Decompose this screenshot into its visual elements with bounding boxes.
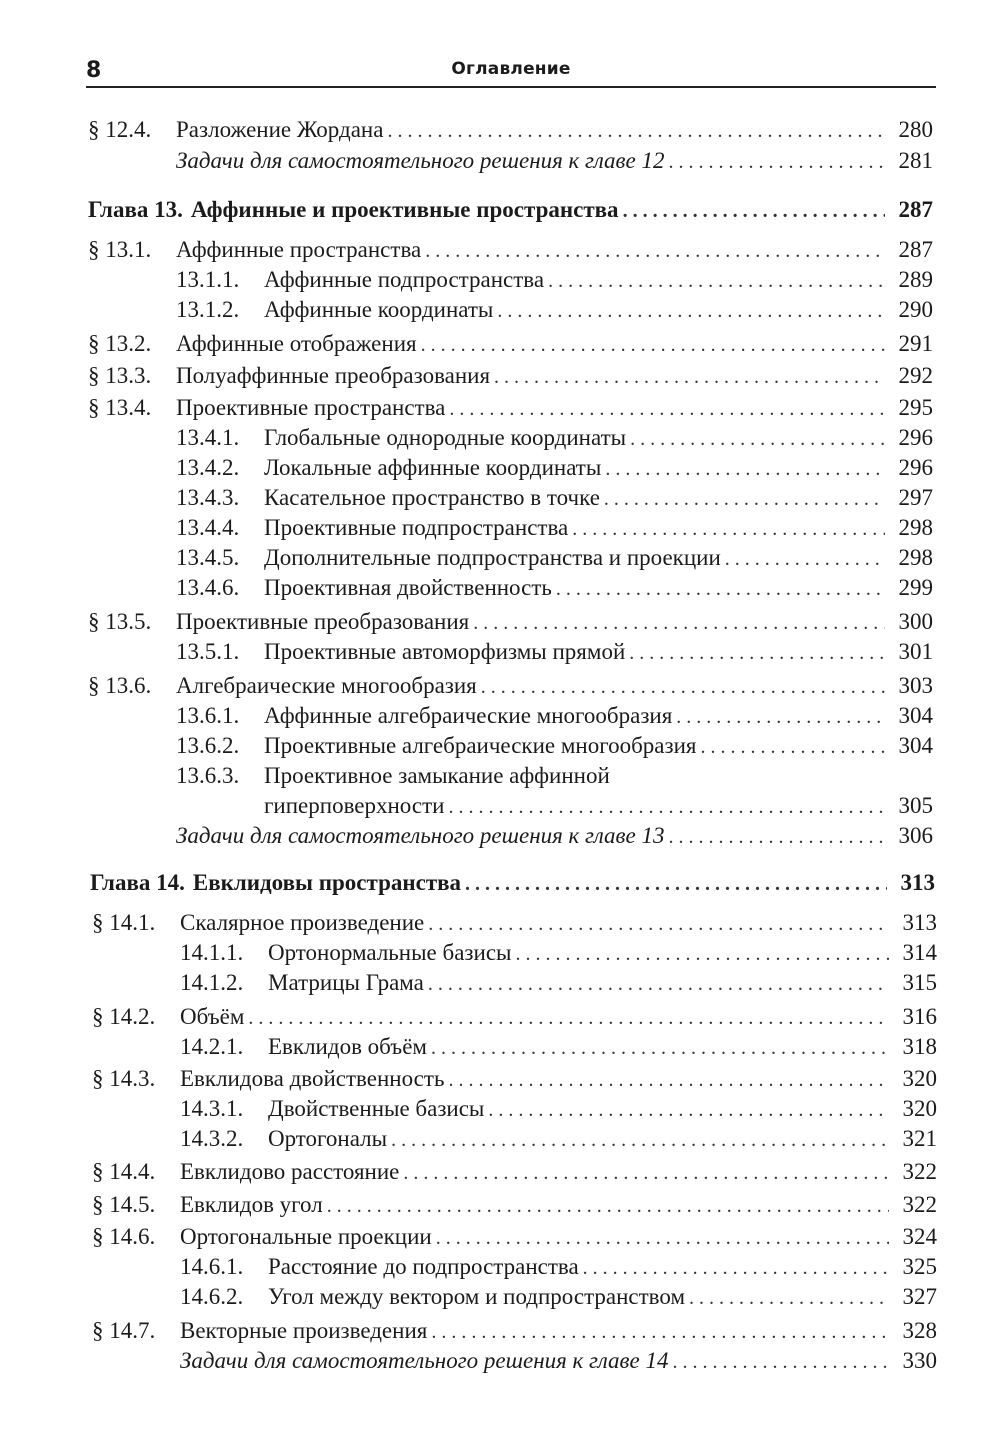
entry-title: Аффинные координаты (264, 297, 494, 322)
toc-entry-14-2[interactable] (92, 1002, 937, 1033)
leader-dots (629, 638, 885, 668)
entry-title: Проективные подпространства (264, 515, 569, 540)
entry-page: 304 (898, 733, 933, 758)
entry-title: Локальные аффинные координаты (264, 455, 602, 480)
entry-title: Матрицы Грама (268, 970, 424, 995)
running-head: Оглавление (451, 59, 571, 79)
entry-page: 328 (902, 1318, 937, 1343)
leader-dots (481, 672, 885, 702)
toc-entry-13-5[interactable] (88, 607, 933, 638)
entry-title: Проективная двойственность (264, 575, 552, 600)
toc-chapter-13[interactable] (88, 195, 933, 226)
entry-number: 13.4.2. (176, 455, 240, 480)
leader-dots (497, 296, 885, 326)
entry-title: Проективное замыкание аффинной (264, 763, 610, 788)
entry-title: Аффинные отображения (176, 331, 417, 356)
entry-page: 320 (902, 1066, 937, 1091)
entry-title: Объём (180, 1004, 245, 1029)
entry-number: 13.6.1. (176, 703, 240, 728)
leader-dots (436, 1223, 889, 1253)
toc-entry-13-4[interactable] (88, 393, 933, 424)
entry-title: Евклидов объём (268, 1034, 427, 1059)
toc-entry-14-2-1[interactable] (180, 1032, 937, 1063)
entry-page: 287 (898, 197, 933, 222)
entry-number: § 14.3. (92, 1066, 156, 1091)
leader-dots (428, 969, 889, 999)
entry-number: 13.6.2. (176, 733, 240, 758)
entry-page: 318 (902, 1034, 937, 1059)
toc-chapter-14[interactable] (90, 868, 935, 899)
toc-entry-13-1-1[interactable] (176, 265, 933, 296)
toc-entry-13-6-2[interactable] (176, 731, 933, 762)
entry-title: Проективные преобразования (176, 609, 470, 634)
toc-entry-13-4-4[interactable] (176, 513, 933, 544)
leader-dots (494, 362, 885, 392)
entry-page: 322 (902, 1159, 937, 1184)
entry-page: 322 (902, 1192, 937, 1217)
toc-entry-13-5-1[interactable] (176, 637, 933, 668)
leader-dots (428, 909, 889, 939)
page-number: 8 (86, 58, 102, 83)
leader-dots (725, 544, 885, 574)
entry-title: Двойственные базисы (268, 1096, 485, 1121)
entry-number: § 13.2. (88, 331, 152, 356)
entry-title: Алгебраические многообразия (176, 673, 477, 698)
entry-number: § 14.2. (92, 1004, 156, 1029)
toc-entry-14-3-1[interactable] (180, 1094, 937, 1125)
entry-page: 304 (898, 703, 933, 728)
entry-page: 295 (898, 395, 933, 420)
entry-page: 289 (898, 267, 933, 292)
leader-dots (473, 608, 885, 638)
toc-entry-14-7[interactable] (92, 1316, 937, 1347)
entry-number: § 13.5. (88, 609, 152, 634)
entry-number: § 14.5. (92, 1192, 156, 1217)
leader-dots (556, 574, 885, 604)
toc-entry-13-1-2[interactable] (176, 295, 933, 326)
leader-dots (488, 1095, 889, 1125)
entry-title: Скалярное произведение (180, 910, 425, 935)
entry-page: 299 (898, 575, 933, 600)
entry-number: § 13.6. (88, 673, 152, 698)
leader-dots (668, 822, 885, 852)
chapter-title: Евклидовы пространства (192, 870, 462, 895)
entry-number: 13.4.3. (176, 485, 240, 510)
entry-title: Задачи для самостоятельного решения к главе 12 (176, 148, 665, 173)
entry-page: 316 (902, 1004, 937, 1029)
entry-page: 325 (902, 1254, 937, 1279)
toc-entry-tasks-12[interactable] (176, 146, 933, 177)
leader-dots (668, 147, 885, 177)
entry-page: 296 (898, 455, 933, 480)
toc-entry-14-4[interactable] (92, 1157, 937, 1188)
toc-entry-tasks-13[interactable] (176, 821, 933, 852)
entry-number: 14.2.1. (180, 1034, 244, 1059)
entry-title: Евклидова двойственность (180, 1066, 445, 1091)
entry-page: 314 (902, 940, 937, 965)
entry-page: 330 (902, 1348, 937, 1373)
entry-page: 281 (898, 148, 933, 173)
leader-dots (248, 1003, 889, 1033)
entry-number: § 12.4. (88, 117, 152, 142)
toc-entry-13-3[interactable] (88, 361, 933, 392)
toc-entry-13-4-5[interactable] (176, 543, 933, 574)
toc-entry-13-4-6[interactable] (176, 573, 933, 604)
entry-page: 296 (898, 425, 933, 450)
entry-number: 14.1.2. (180, 970, 244, 995)
entry-title: Дополнительные подпространства и проекции (264, 545, 721, 570)
leader-dots (605, 454, 885, 484)
toc-entry-13-2[interactable] (88, 329, 933, 360)
entry-number: 13.4.6. (176, 575, 240, 600)
chapter-number: Глава 14. (90, 870, 185, 895)
entry-page: 297 (898, 485, 933, 510)
entry-number: 14.1.1. (180, 940, 244, 965)
chapter-number: Глава 13. (88, 197, 183, 222)
leader-dots (431, 1033, 889, 1063)
toc-entry-14-6-1[interactable] (180, 1252, 937, 1283)
toc-entry-tasks-14[interactable] (180, 1346, 937, 1377)
entry-number: 14.6.2. (180, 1284, 244, 1309)
entry-title: Задачи для самостоятельного решения к главе 13 (176, 823, 665, 848)
leader-dots (604, 484, 885, 514)
leader-dots (515, 939, 889, 969)
toc-entry-14-6[interactable] (92, 1222, 937, 1253)
toc-entry-14-3[interactable] (92, 1064, 937, 1095)
toc-entry-12-4[interactable] (88, 115, 933, 146)
entry-title: Проективные автоморфизмы прямой (264, 639, 626, 664)
toc-entry-14-5[interactable] (92, 1190, 937, 1221)
entry-page: 287 (898, 237, 933, 262)
entry-number: § 14.4. (92, 1159, 156, 1184)
entry-title: Расстояние до подпространства (268, 1254, 579, 1279)
toc-entry-13-4-3[interactable] (176, 483, 933, 514)
entry-number: 14.3.2. (180, 1126, 244, 1151)
entry-title: Глобальные однородные координаты (264, 425, 627, 450)
entry-page: 300 (898, 609, 933, 634)
entry-page: 303 (898, 673, 933, 698)
leader-dots (327, 1191, 889, 1221)
toc-entry-14-6-2[interactable] (180, 1282, 937, 1313)
leader-dots (421, 330, 885, 360)
entry-number: 14.3.1. (180, 1096, 244, 1121)
leader-dots (630, 424, 885, 454)
leader-dots (672, 1347, 889, 1377)
entry-page: 320 (902, 1096, 937, 1121)
leader-dots (676, 702, 885, 732)
entry-number: 13.4.4. (176, 515, 240, 540)
entry-page: 327 (902, 1284, 937, 1309)
entry-page: 298 (898, 545, 933, 570)
entry-title: Ортогональные проекции (180, 1224, 432, 1249)
leader-dots (548, 266, 885, 296)
entry-number: 14.6.1. (180, 1254, 244, 1279)
entry-title: Задачи для самостоятельного решения к главе 14 (180, 1348, 669, 1373)
leader-dots (431, 1317, 889, 1347)
leader-dots (449, 394, 885, 424)
entry-number: § 14.6. (92, 1224, 156, 1249)
toc-entry-13-6-1[interactable] (176, 701, 933, 732)
leader-dots (623, 196, 885, 226)
entry-number: 13.4.5. (176, 545, 240, 570)
entry-title-continued: гиперповерхности (264, 793, 445, 818)
entry-number: 13.1.1. (176, 267, 240, 292)
entry-page: 315 (902, 970, 937, 995)
entry-page: 321 (902, 1126, 937, 1151)
entry-title: Евклидово расстояние (180, 1159, 400, 1184)
entry-title: Ортонормальные базисы (268, 940, 512, 965)
entry-title: Касательное пространство в точке (264, 485, 600, 510)
entry-number: 13.1.2. (176, 297, 240, 322)
entry-title: Аффинные подпространства (264, 267, 545, 292)
entry-title: Ортогоналы (268, 1126, 388, 1151)
toc-entry-13-4-2[interactable] (176, 453, 933, 484)
entry-page: 301 (898, 639, 933, 664)
entry-number: § 14.1. (92, 910, 156, 935)
entry-page: 291 (898, 331, 933, 356)
leader-dots (700, 732, 885, 762)
leader-dots (387, 116, 885, 146)
entry-page: 280 (898, 117, 933, 142)
entry-title: Векторные произведения (180, 1318, 428, 1343)
entry-title: Проективные алгебраические многообразия (264, 733, 697, 758)
toc-entry-14-1-2[interactable] (180, 968, 937, 999)
entry-title: Полуаффинные преобразования (176, 363, 491, 388)
entry-title: Угол между вектором и подпространством (268, 1284, 685, 1309)
leader-dots (425, 236, 885, 266)
leader-dots (391, 1125, 889, 1155)
entry-number: 13.4.1. (176, 425, 240, 450)
toc-entry-14-1-1[interactable] (180, 938, 937, 969)
toc-entry-13-6[interactable] (88, 671, 933, 702)
entry-page: 306 (898, 823, 933, 848)
entry-title: Аффинные алгебраические многообразия (264, 703, 673, 728)
leader-dots (448, 792, 885, 822)
leader-dots (403, 1158, 889, 1188)
chapter-title: Аффинные и проективные пространства (190, 197, 619, 222)
toc-entry-14-3-2[interactable] (180, 1124, 937, 1155)
leader-dots (689, 1283, 889, 1313)
entry-page: 324 (902, 1224, 937, 1249)
leader-dots (448, 1065, 889, 1095)
entry-title: Евклидов угол (180, 1192, 323, 1217)
toc-entry-13-1[interactable] (88, 235, 933, 266)
entry-page: 290 (898, 297, 933, 322)
entry-title: Аффинные пространства (176, 237, 422, 262)
entry-number: § 14.7. (92, 1318, 156, 1343)
toc-entry-13-6-3-line1[interactable] (176, 761, 610, 791)
entry-title: Разложение Жордана (176, 117, 384, 142)
toc-entry-13-4-1[interactable] (176, 423, 933, 454)
entry-number: 13.5.1. (176, 639, 240, 664)
entry-title: Проективные пространства (176, 395, 446, 420)
entry-page: 313 (902, 910, 937, 935)
entry-number: § 13.3. (88, 363, 152, 388)
leader-dots (583, 1253, 889, 1283)
entry-number: 13.6.3. (176, 763, 240, 788)
toc-entry-13-6-3-line2[interactable] (264, 791, 933, 822)
leader-dots (572, 514, 885, 544)
entry-number: § 13.4. (88, 395, 152, 420)
entry-page: 305 (898, 793, 933, 818)
entry-page: 313 (900, 870, 935, 895)
entry-page: 292 (898, 363, 933, 388)
toc-entry-14-1[interactable] (92, 908, 937, 939)
entry-number: § 13.1. (88, 237, 152, 262)
leader-dots (465, 869, 887, 899)
entry-page: 298 (898, 515, 933, 540)
